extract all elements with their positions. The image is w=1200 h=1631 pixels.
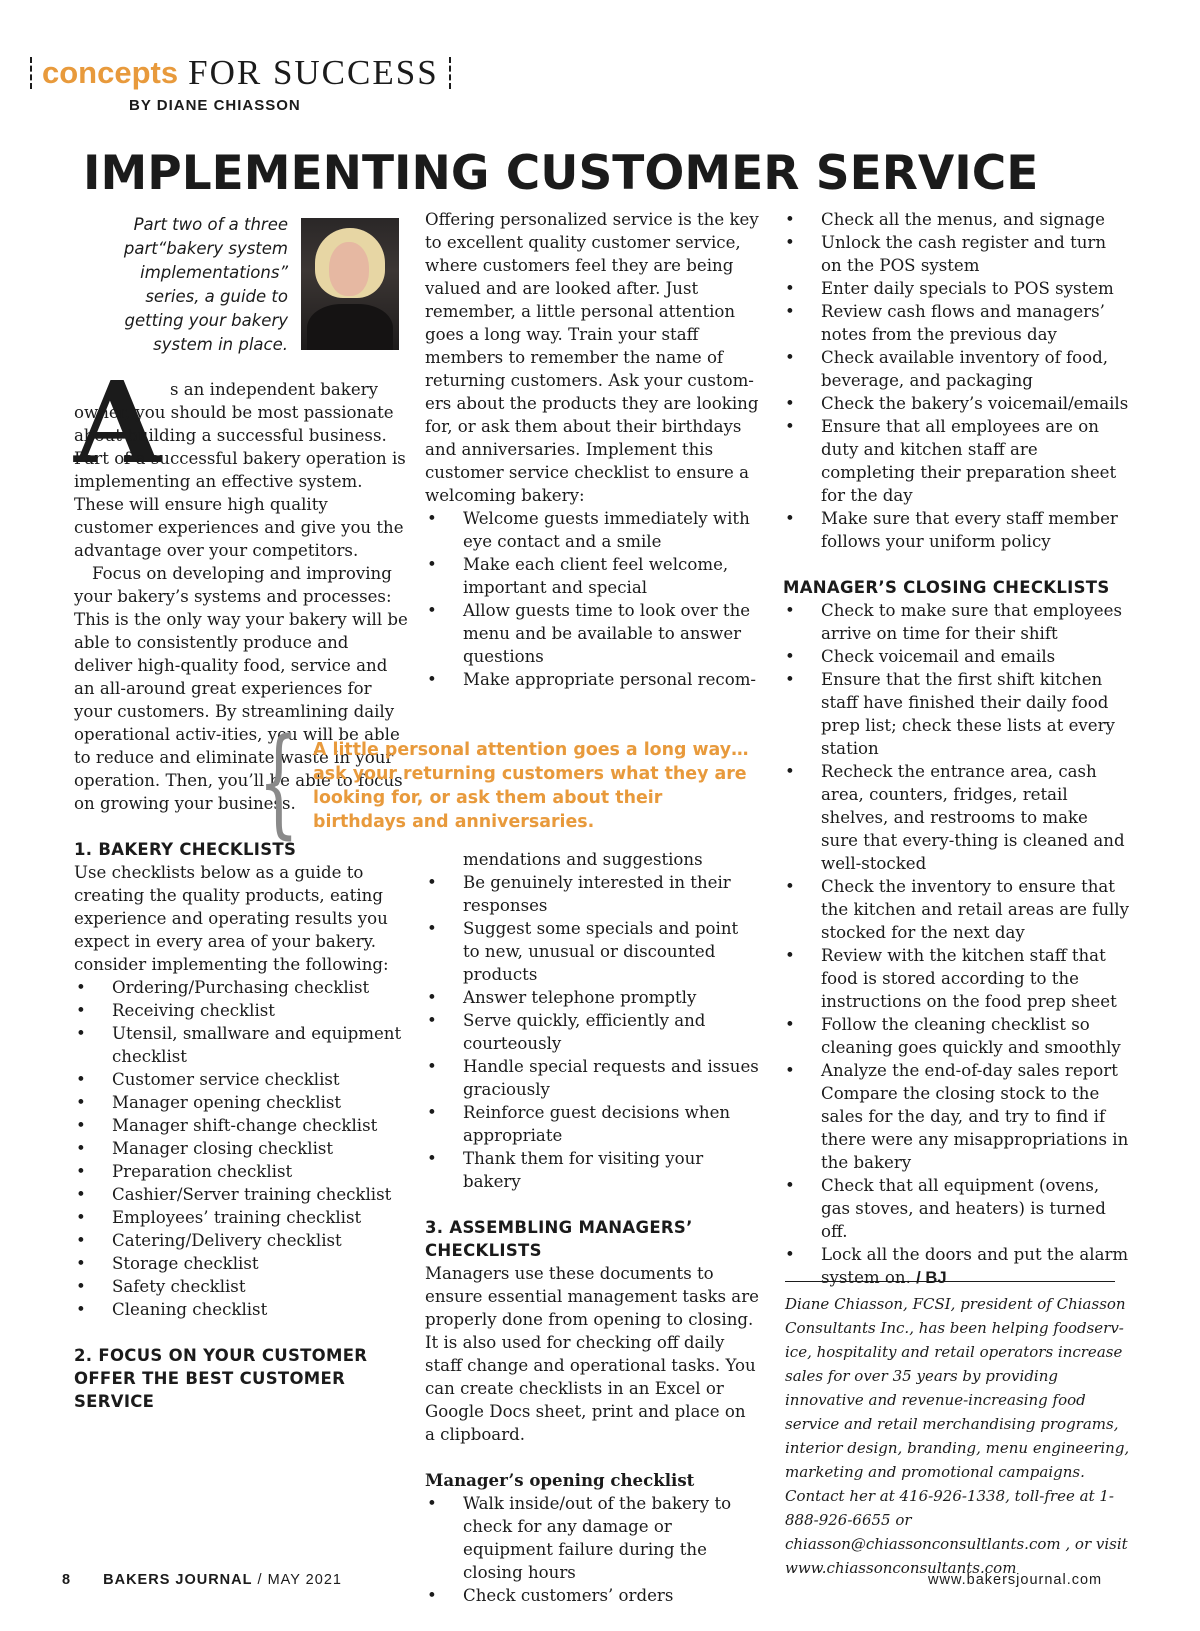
list-item: • Analyze the end-of-day sales report Compare the closing stock to the sales for the day, and try to find if there were any misappropriations in the bakery [783, 1059, 1130, 1174]
opening-checklist-part-1 [425, 1492, 760, 1607]
author-bio: Diane Chiasson, FCSI, president of Chiasson Consultants Inc., has been helping foodserv-ice, hospitality and retail operators increase sales for over 35 years by providing innovative and revenue-increasing food service and retail merchandising programs, interior design, branding, menu engineering, marketing and promotional campaigns. Contact her at 416-926-1338, toll-free at 1-888-926-6655 or chiasson@chiassonconsultlants.com , or visit www.chiassonconsultants.com [785, 1295, 1130, 1577]
pull-quote: A little personal attention goes a long way… ask your returning customers what they are looking for, or ask them about their birthdays and anniversaries. [313, 740, 749, 832]
list-item-continuation: mendations and suggestions [463, 850, 703, 869]
list-item: • Manager closing checklist [74, 1137, 410, 1160]
checklist-intro: Use checklists below as a guide to creating the quality products, eating experience and operating results you expect in every area of your bakery. consider implementing the following: [74, 863, 389, 974]
publication-name: BAKERS JOURNAL [103, 1572, 253, 1588]
list-item: • Catering/Delivery checklist [74, 1229, 410, 1252]
header-divider [30, 57, 32, 89]
heading-managers-checklists: 3. ASSEMBLING MANAGERS’ CHECKLISTS [425, 1218, 693, 1260]
service-checklist-part-1 [425, 507, 760, 691]
column-2-continued [425, 848, 760, 1607]
list-item: • Handle special requests and issues graciously [425, 1055, 760, 1101]
list-item: • Recheck the entrance area, cash area, counters, fridges, retail shelves, and restrooms to make sure that every-thing is cleaned and well-stocked [783, 760, 1130, 875]
heading-bakery-checklists: 1. BAKERY CHECKLISTS [74, 840, 297, 859]
intro-paragraph: s an independent bakery owner, you should be most passionate about building a successful business. Part of a successful bakery operation is implementing an effective system. These will ensure high quality customer experiences and give you the advantage over your competitors. [74, 380, 406, 560]
service-paragraph: Offering personalized service is the key to excellent quality customer service, where customers feel they are being valued and are looked after. Just remember, a little personal attention goes a long way. Train your staff members to remember the name of returning customers. Ask your custom-ers about the products they are looking for, or ask them about their birthdays and anniversaries. Implement this customer service checklist to ensure a welcoming bakery: [425, 210, 759, 505]
author-photo [301, 218, 399, 350]
bio-divider [785, 1281, 1115, 1282]
list-item: • Suggest some specials and point to new, unusual or discounted products [425, 917, 760, 986]
list-item: • Cleaning checklist [74, 1298, 410, 1321]
last-item-text: Lock all the doors and put the alarm system on. [821, 1245, 1129, 1287]
list-item: • Thank them for visiting your bakery [425, 1147, 760, 1193]
list-item: • Manager shift-change checklist [74, 1114, 410, 1137]
article-subtitle: Part two of a three part“bakery system implementations” series, a guide to getting your bakery system in place. [123, 215, 288, 354]
website-link[interactable]: www.bakersjournal.com [928, 1572, 1103, 1588]
list-item: • Make sure that every staff member follows your uniform policy [783, 507, 1130, 553]
column-3 [783, 208, 1130, 1289]
header-divider [449, 57, 451, 89]
list-item: • Check available inventory of food, beverage, and packaging [783, 346, 1130, 392]
list-item: • Serve quickly, efficiently and courteously [425, 1009, 760, 1055]
list-item: • Review with the kitchen staff that food is stored according to the instructions on the food prep sheet [783, 944, 1130, 1013]
list-item: • Answer telephone promptly [425, 986, 760, 1009]
list-item: • Check the inventory to ensure that the kitchen and retail areas are fully stocked for the next day [783, 875, 1130, 944]
heading-focus-customer: 2. FOCUS ON YOUR CUSTOMER OFFER THE BEST CUSTOMER SERVICE [74, 1346, 368, 1411]
shoulder-shape [307, 304, 393, 350]
focus-paragraph: Focus on developing and improving your bakery’s systems and processes: This is the only way your bakery will be able to consistently produce and deliver high-quality food, service and an all-around great experiences for your customers. By streamlining daily operational activ-ities, you will be able to reduce and eliminate waste in your operation. Then, you’ll be able to focus on growing your business. [74, 564, 408, 813]
list-item: • Safety checklist [74, 1275, 410, 1298]
list-item: • Ordering/Purchasing checklist [74, 976, 410, 999]
list-item: • Walk inside/out of the bakery to check for any damage or equipment failure during the closing hours [425, 1492, 760, 1584]
list-item: • Allow guests time to look over the menu and be available to answer questions [425, 599, 760, 668]
list-item: • Customer service checklist [74, 1068, 410, 1091]
footer-left [62, 1572, 342, 1588]
service-checklist-part-2 [425, 871, 760, 1193]
list-item: • Check the bakery’s voicemail/emails [783, 392, 1130, 415]
list-item: • Review cash flows and managers’ notes from the previous day [783, 300, 1130, 346]
signoff: / BJ [916, 1268, 947, 1287]
list-item: • Ensure that all employees are on duty and kitchen staff are completing their preparation sheet for the day [783, 415, 1130, 507]
list-item: • Unlock the cash register and turn on the POS system [783, 231, 1130, 277]
list-item: • Enter daily specials to POS system [783, 277, 1130, 300]
list-item: • Manager opening checklist [74, 1091, 410, 1114]
column-1 [74, 358, 410, 1413]
list-item: • Receiving checklist [74, 999, 410, 1022]
section-kicker-success: FOR SUCCESS [188, 53, 439, 92]
list-item: • Be genuinely interested in their responses [425, 871, 760, 917]
list-item: • Preparation checklist [74, 1160, 410, 1183]
bakery-checklist-list [74, 976, 410, 1321]
drop-cap: A [74, 358, 161, 489]
section-header [30, 52, 451, 94]
list-item: • Check to make sure that employees arrive on time for their shift [783, 599, 1130, 645]
list-item: • Make each client feel welcome, important and special [425, 553, 760, 599]
page-number: 8 [62, 1572, 72, 1588]
byline: BY DIANE CHIASSON [129, 97, 301, 114]
list-item: • Check all the menus, and signage [783, 208, 1130, 231]
column-2 [425, 208, 760, 691]
face-shape [329, 242, 369, 296]
heading-opening-checklist: Manager’s opening checklist [425, 1470, 695, 1490]
list-item: • Ensure that the first shift kitchen staff have finished their daily food prep list; check these lists at every station [783, 668, 1130, 760]
opening-checklist-part-2 [783, 208, 1130, 553]
closing-checklist [783, 599, 1130, 1289]
list-item: • Welcome guests immediately with eye contact and a smile [425, 507, 760, 553]
article-title: IMPLEMENTING CUSTOMER SERVICE [83, 146, 1039, 201]
heading-closing-checklists: MANAGER’S CLOSING CHECKLISTS [783, 578, 1110, 597]
list-item: • Make appropriate personal recom- [425, 668, 760, 691]
list-item: • Check customers’ orders [425, 1584, 760, 1607]
list-item: • Check voicemail and emails [783, 645, 1130, 668]
brace-ornament: { [258, 712, 300, 850]
list-item: • Storage checklist [74, 1252, 410, 1275]
list-item: • Reinforce guest decisions when appropriate [425, 1101, 760, 1147]
list-item: • Utensil, smallware and equipment checklist [74, 1022, 410, 1068]
issue-date: / MAY 2021 [257, 1572, 342, 1588]
list-item: • Cashier/Server training checklist [74, 1183, 410, 1206]
list-item [783, 1243, 1130, 1289]
list-item: • Employees’ training checklist [74, 1206, 410, 1229]
list-item: • Follow the cleaning checklist so cleaning goes quickly and smoothly [783, 1013, 1130, 1059]
managers-paragraph: Managers use these documents to ensure essential management tasks are properly done from opening to closing. It is also used for checking off daily staff change and operational tasks. You can create checklists in an Excel or Google Docs sheet, print and place on a clipboard. [425, 1264, 759, 1444]
section-kicker-concepts: concepts [42, 55, 179, 90]
list-item: • Check that all equipment (ovens, gas stoves, and heaters) is turned off. [783, 1174, 1130, 1243]
